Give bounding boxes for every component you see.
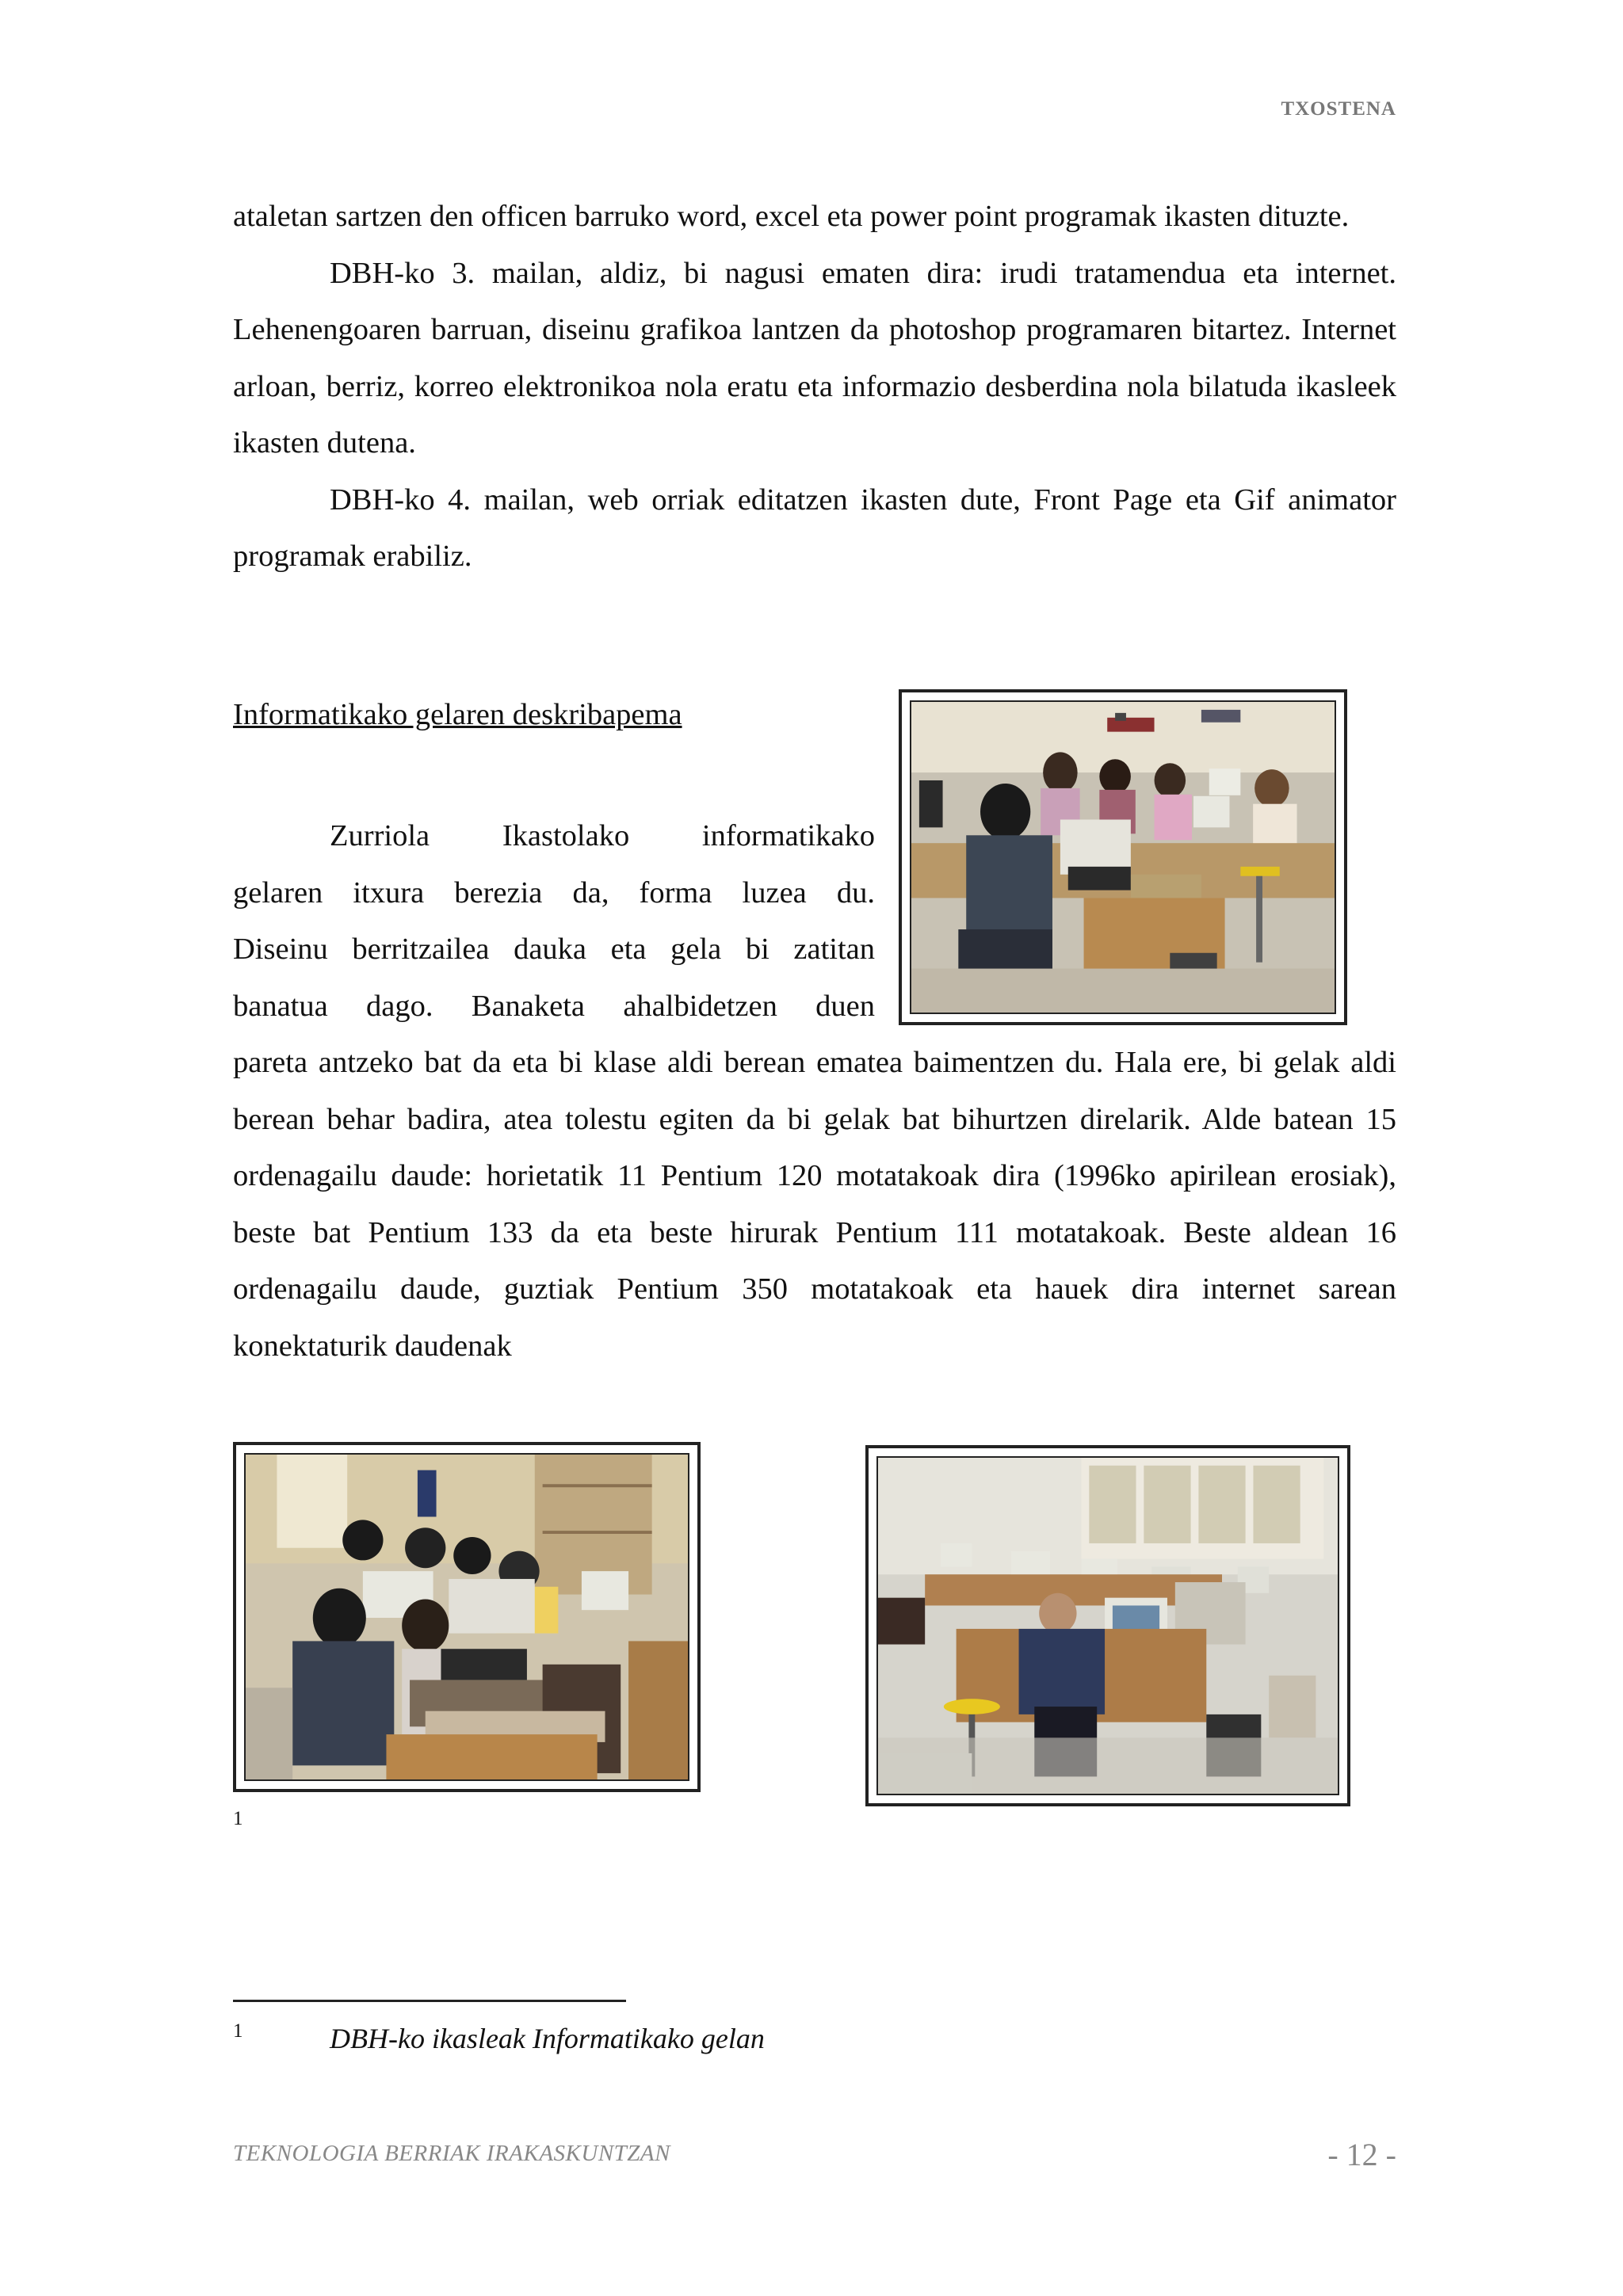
classroom-photo-3: [865, 1445, 1350, 1806]
footnote-reference: 1: [233, 1808, 243, 1829]
continuation-text: pareta antzeko bat da eta bi klase aldi berean ematea baimentzen du. Hala ere, bi gelak aldi berean behar badira, atea tolestu egiten da bi gelak bat bihurtzen direlarik. Alde batean 15 ordenagailu daude: horietatik 11 Pentium 120 motatakoak dira (1996ko apirilean erosiak), beste bat Pentium 133 da eta beste hirurak Pentium 111 motatakoak. Beste aldean 16 ordenagailu daude, guztiak Pentium 350 motatakoak eta hauek dira internet sarean konektaturik daudenak: [233, 1046, 1396, 1363]
classroom-photo-2: [233, 1442, 701, 1792]
paragraph-3: DBH-ko 4. mailan, web orriak editatzen ikasten dute, Front Page eta Gif animator programak erabiliz.: [233, 482, 1396, 573]
paragraph-2: DBH-ko 3. mailan, aldiz, bi nagusi ematen dira: irudi tratamendua eta internet. Lehenengoaren barruan, diseinu grafikoa lantzen da photoshop programaren bitartez. Internet arloan, berriz, korreo elektronikoa nola eratu eta informazio desberdina nola bilatuda ikasleek ikasten dutena.: [233, 256, 1396, 460]
section-heading: Informatikako gelaren deskribapema: [233, 698, 682, 731]
paragraph-1: ataletan sartzen den officen barruko word, excel eta power point programak ikasten dituzte.: [233, 200, 1350, 233]
running-footer-title: TEKNOLOGIA BERRIAK IRAKASKUNTZAN: [233, 2141, 670, 2166]
classroom-photo-1-image: [911, 702, 1335, 1013]
classroom-photo-3-image: [878, 1458, 1338, 1794]
footnote-text: DBH-ko ikasleak Informatikako gelan: [330, 2023, 765, 2054]
wrapped-line-2: gelaren itxura berezia da, forma luzea du.: [233, 875, 875, 910]
running-header: TXOSTENA: [1281, 98, 1396, 120]
wrapped-line-1: Zurriola Ikastolako informatikako: [330, 819, 875, 852]
footnote-separator: [233, 2000, 626, 2002]
classroom-photo-1: [899, 689, 1347, 1025]
wrapped-line-3: Diseinu berritzailea dauka eta gela bi zatitan: [233, 933, 875, 966]
page-number: - 12 -: [1327, 2137, 1396, 2172]
classroom-photo-2-image: [246, 1455, 688, 1779]
intro-text: [233, 189, 1396, 585]
wrapped-line-4: banatua dago. Banaketa ahalbidetzen duen: [233, 989, 875, 1023]
wrapped-text: [233, 808, 875, 1035]
footnote-number: 1: [233, 2020, 243, 2042]
